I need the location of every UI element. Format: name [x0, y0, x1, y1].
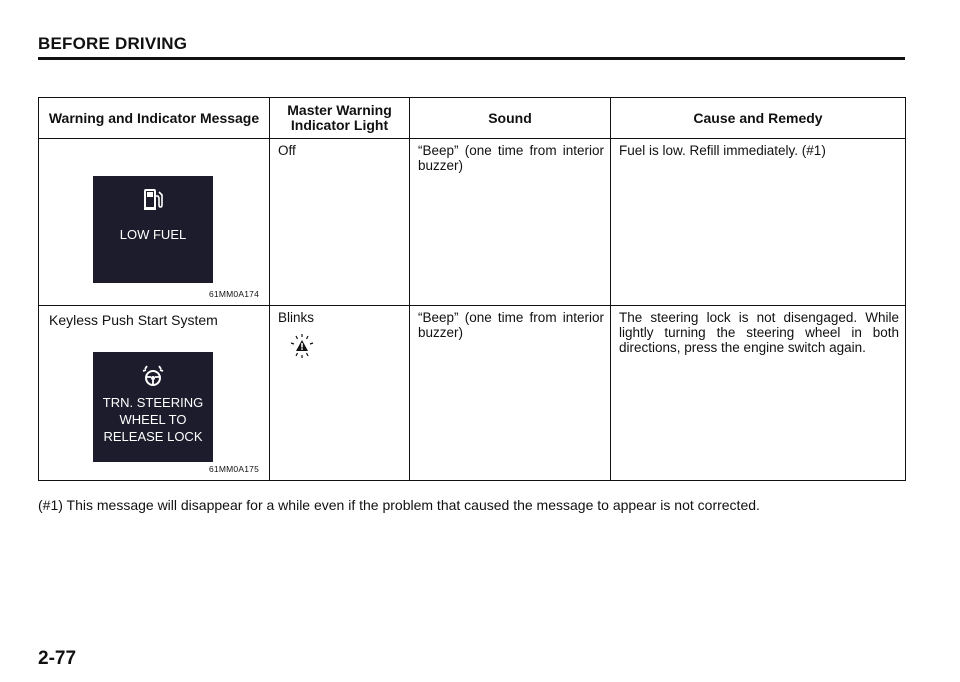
figure-code: 61MM0A175: [209, 464, 259, 474]
footnote: (#1) This message will disappear for a while even if the problem that caused the message to appear is not corrected.: [38, 497, 760, 513]
master-light-status: Blinks: [278, 310, 315, 325]
table-row: [39, 139, 906, 306]
table-row: [39, 306, 906, 481]
steering-lock-display-text: TRN. STEERING WHEEL TO RELEASE LOCK: [102, 395, 204, 444]
cause-remedy-cell: The steering lock is not disengaged. While lightly turning the steering wheel in both directions, press the engine switch again.: [611, 306, 906, 481]
message-cell: [39, 139, 270, 306]
blinking-warning-triangle-icon: [288, 333, 316, 359]
column-header-cause-remedy: Cause and Remedy: [611, 98, 906, 139]
figure-code: 61MM0A174: [209, 289, 259, 299]
section-title: BEFORE DRIVING: [38, 34, 188, 53]
column-header-sound: Sound: [410, 98, 611, 139]
sound-cell: “Beep” (one time from interior buzzer): [410, 139, 611, 306]
fuel-pump-icon: [143, 188, 163, 212]
steering-wheel-icon: [140, 362, 166, 388]
header-rule: [38, 57, 905, 60]
master-light-cell: [270, 306, 410, 481]
message-cell: [39, 306, 270, 481]
page-number: 2-77: [38, 648, 77, 669]
column-header-master-light: Master Warning Indicator Light: [270, 98, 410, 139]
cause-remedy-cell: Fuel is low. Refill immediately. (#1): [611, 139, 906, 306]
low-fuel-display: [93, 176, 213, 283]
warning-table: [38, 97, 906, 481]
master-light-cell: Off: [270, 139, 410, 306]
column-header-message: Warning and Indicator Message: [39, 98, 270, 139]
message-label: Keyless Push Start System: [49, 312, 218, 328]
table-header-row: [39, 98, 906, 139]
low-fuel-display-text: LOW FUEL: [119, 227, 187, 242]
sound-cell: “Beep” (one time from interior buzzer): [410, 306, 611, 481]
steering-lock-display: [93, 352, 213, 462]
